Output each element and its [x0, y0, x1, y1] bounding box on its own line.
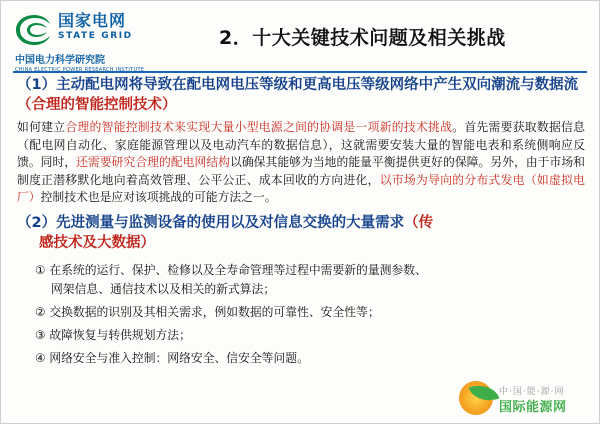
- logo-title-cn: 国家电网: [58, 11, 127, 30]
- list-item: [35, 349, 585, 368]
- page-title: 2．十大关键技术问题及相关挑战: [219, 27, 506, 49]
- paragraph-segment-plain-1: 如何建立: [17, 120, 66, 134]
- list-item: [35, 326, 585, 345]
- section-heading-2-emphasis-b: 感技术及大数据）: [39, 234, 155, 251]
- list-item-marker: ①: [35, 262, 46, 277]
- logo-title-en: STATE GRID: [58, 31, 133, 41]
- slide-content: [1, 75, 599, 372]
- institute-name: [15, 51, 144, 73]
- list-item: [35, 303, 585, 322]
- paragraph-segment-plain-5: 控制技术也是应对该项挑战的可能方法之一。: [40, 190, 277, 204]
- paragraph-segment-red-2: 来实现大量小型电源之间的协调是一项新的技术挑战: [174, 120, 453, 134]
- paragraph-segment-plain-3: 首先需要获取数据信息（配电网自动化、家庭能源管理以及电动汽车的数据信息），这就需要安装大量的智能电表和系统侧响应反馈。同时，: [17, 120, 585, 169]
- paragraph-segment-plain-4: 以确保其能够为当地的能量平衡提供更好的保障。另外，由于市场和制度正潜移默化地向着高效管理、公平公正、成本回收的方向进化，: [17, 155, 585, 187]
- body-paragraph-1: [17, 119, 585, 207]
- list-item-text: 网络安全与准入控制：网络安全、信安全等问题。: [49, 350, 309, 365]
- section-heading-2: [17, 213, 585, 253]
- section-heading-2-text: （2）先进测量与监测设备的使用以及对信息交换的大量需求: [17, 214, 405, 231]
- list-item-text: 故障恢复与转供规划方法；: [49, 327, 191, 342]
- section-heading-1-text: （1）主动配电网将导致在配电网电压等级和更高电压等级网络中产生双向潮流与数据流: [17, 77, 579, 93]
- state-grid-logo: [15, 13, 133, 47]
- institute-name-en: CHINA ELECTRIC POWER RESEARCH INSTITUTE: [15, 67, 145, 73]
- list-item-text: 交换数据的识别及其相关需求，例如数据的可靠性、安全性等；: [49, 304, 380, 319]
- list-item-text-cont: 网架信息、通信技术以及相关的新式算法；: [51, 281, 276, 296]
- watermark: [453, 377, 593, 419]
- state-grid-logo-icon: [15, 13, 53, 47]
- state-grid-logo-text: [58, 13, 133, 41]
- section-heading-1-emphasis: （合理的智能控制技术）: [17, 97, 177, 113]
- paragraph-segment-red-4: 以市场为导向的分布式发电（如虚拟电厂）: [17, 172, 585, 204]
- slide-header: [1, 1, 599, 71]
- list-item: [35, 261, 585, 299]
- bullet-list: [17, 261, 585, 368]
- section-heading-2-emphasis-a: （传: [404, 214, 434, 231]
- list-item-text: 在系统的运行、保护、检修以及全寿命管理等过程中需要新的量测参数、: [49, 262, 427, 277]
- paragraph-segment-red-3: 还需要研究合理的配电网结构: [76, 155, 231, 169]
- paragraph-segment-red-1: 合理的智能控制技术: [65, 120, 175, 134]
- paragraph-segment-plain-2: 。: [452, 120, 465, 134]
- header-divider: [13, 71, 587, 73]
- list-item-marker: ④: [35, 350, 46, 365]
- watermark-subtitle: 中·国·能·源·网: [499, 387, 565, 397]
- watermark-title: 国际能源网: [499, 400, 567, 415]
- section-heading-1: [17, 75, 585, 115]
- list-item-marker: ②: [35, 304, 46, 319]
- list-item-marker: ③: [35, 327, 46, 342]
- institute-name-cn: 中国电力科学研究院: [15, 55, 105, 66]
